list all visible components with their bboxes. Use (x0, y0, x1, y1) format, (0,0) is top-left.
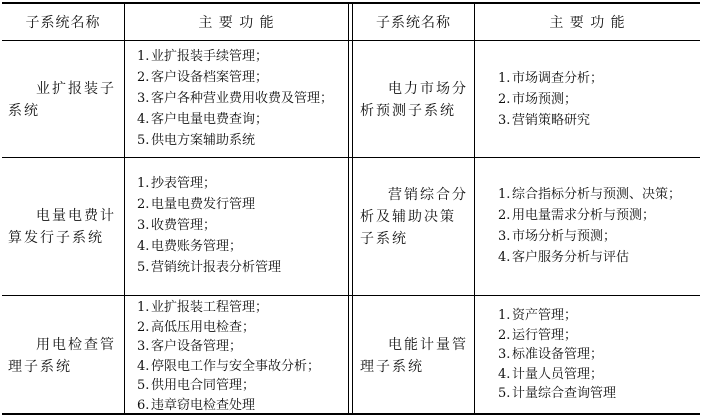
column-divider-double (352, 4, 353, 413)
item-text: 收费管理； (151, 218, 217, 233)
subsystem-name: 营销综合分析及辅助决策子系统 (360, 187, 468, 247)
list-item (498, 226, 681, 247)
list-item (498, 365, 616, 385)
function-list (137, 46, 333, 151)
item-text: 供用电合同管理； (151, 378, 256, 393)
item-number: 1. (137, 176, 150, 191)
list-item (498, 247, 681, 268)
item-number: 5. (137, 260, 150, 275)
list-item (498, 345, 616, 365)
item-text: 供电方案辅助系统 (151, 133, 256, 148)
list-item (137, 236, 281, 257)
item-number: 3. (137, 339, 150, 354)
list-item (137, 357, 320, 377)
item-text: 抄表管理； (151, 176, 217, 191)
item-text: 高低压用电检查； (151, 319, 256, 335)
header-subsystem-name: 子系统名称 (376, 15, 451, 31)
list-item (137, 130, 333, 151)
list-item (498, 184, 681, 205)
list-item (498, 68, 603, 89)
item-number: 2. (498, 92, 511, 107)
list-item (137, 194, 281, 215)
subsystem-name: 电量电费计算发行子系统 (8, 208, 116, 246)
item-number: 1. (137, 49, 150, 64)
row-divider (2, 157, 700, 158)
header-divider (2, 40, 700, 41)
subsystem-name: 业扩报装子系统 (8, 81, 116, 119)
item-text: 客户设备档案管理； (151, 70, 269, 85)
item-number: 4. (498, 250, 511, 265)
header-subsystem-name: 子系统名称 (25, 15, 101, 31)
item-text: 电费账务管理； (151, 239, 243, 254)
column-divider (124, 4, 125, 413)
item-text: 客户设备管理； (151, 339, 243, 354)
item-text: 资产管理； (512, 308, 578, 323)
item-number: 1. (137, 300, 150, 315)
list-item (498, 384, 616, 404)
list-item (137, 337, 320, 357)
item-number: 3. (498, 347, 511, 362)
function-list (498, 306, 616, 404)
column-divider (474, 4, 475, 413)
item-text: 业扩报装手续管理； (151, 49, 269, 64)
item-text: 客户服务分析与评估 (512, 250, 630, 265)
item-text: 营销统计报表分析管理 (151, 260, 282, 275)
item-text: 停限电工作与安全事故分析； (151, 358, 321, 374)
subsystem-table (2, 2, 700, 415)
item-text: 客户各种营业费用收费及管理； (151, 91, 334, 106)
subsystem-name: 电能计量管理子系统 (360, 337, 468, 375)
item-number: 2. (498, 208, 511, 223)
list-item (137, 215, 281, 236)
list-item (137, 376, 320, 396)
item-text: 综合指标分析与预测、决策； (512, 187, 682, 202)
item-text: 电量电费发行管理 (151, 197, 256, 212)
subsystem-name: 用电检查管理子系统 (8, 337, 116, 375)
item-number: 1. (498, 308, 511, 323)
item-text: 违章窃电检查处理 (151, 397, 256, 413)
list-item (137, 318, 320, 338)
item-number: 3. (137, 91, 150, 106)
item-text: 标准设备管理； (512, 347, 604, 362)
list-item (498, 306, 616, 326)
header-main-functions: 主 要 功 能 (549, 15, 626, 31)
function-list (137, 173, 281, 278)
row-divider (2, 295, 700, 296)
list-item (137, 67, 333, 88)
item-number: 6. (137, 397, 150, 413)
list-item (137, 46, 333, 67)
list-item (498, 110, 603, 131)
list-item (137, 396, 320, 416)
subsystem-name: 电力市场分析预测子系统 (360, 81, 468, 119)
list-item (137, 298, 320, 318)
item-number: 4. (137, 112, 150, 127)
item-text: 运行管理； (512, 327, 578, 343)
item-number: 5. (137, 378, 150, 393)
item-text: 市场调查分析； (512, 71, 604, 86)
item-number: 2. (137, 70, 150, 85)
item-number: 1. (498, 187, 511, 202)
function-list (137, 298, 320, 415)
item-text: 业扩报装工程管理； (151, 300, 269, 315)
item-text: 用电量需求分析与预测； (512, 208, 656, 223)
list-item (137, 173, 281, 194)
list-item (137, 88, 333, 109)
item-text: 计量人员管理； (512, 366, 604, 382)
item-text: 营销策略研究 (512, 113, 591, 128)
item-number: 2. (498, 327, 511, 343)
list-item (137, 109, 333, 130)
function-list (498, 68, 603, 131)
item-number: 3. (137, 218, 150, 233)
list-item (498, 89, 603, 110)
list-item (137, 257, 281, 278)
item-text: 市场分析与预测； (512, 229, 617, 244)
item-text: 计量综合查询管理 (512, 386, 617, 401)
function-list (498, 184, 681, 268)
item-number: 4. (498, 366, 511, 382)
item-text: 市场预测； (512, 92, 578, 107)
item-number: 4. (137, 358, 150, 374)
item-number: 1. (498, 71, 511, 86)
item-text: 客户电量电费查询； (151, 112, 269, 127)
item-number: 5. (498, 386, 511, 401)
list-item (498, 205, 681, 226)
column-divider-double (348, 4, 349, 413)
item-number: 5. (137, 133, 150, 148)
item-number: 3. (498, 229, 511, 244)
item-number: 3. (498, 113, 511, 128)
item-number: 2. (137, 197, 150, 212)
item-number: 4. (137, 239, 150, 254)
header-main-functions: 主 要 功 能 (198, 15, 275, 31)
list-item (498, 326, 616, 346)
item-number: 2. (137, 319, 150, 335)
